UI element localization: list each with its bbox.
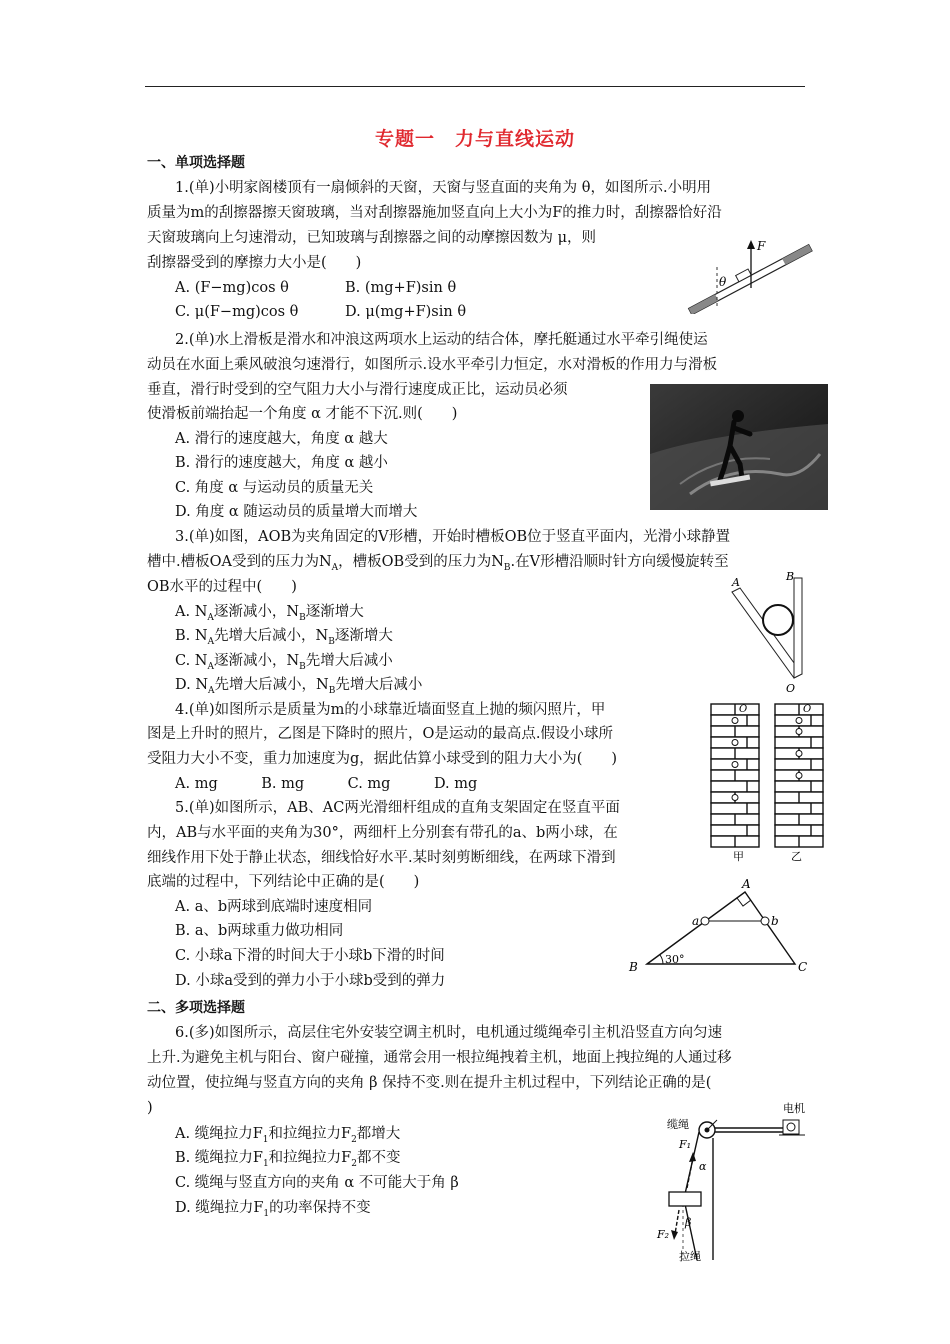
- q5-option-c: C. 小球a下滑的时间大于小球b下滑的时间: [175, 948, 445, 964]
- q5-fig-c-point: C: [798, 960, 808, 974]
- q2-waterski-photo: [650, 384, 828, 510]
- q4-fig-yi: 乙: [791, 850, 802, 863]
- q5-line3: 细线作用下处于静止状态，细线恰好水平.某时刻剪断细线，在两球下滑到: [147, 850, 616, 866]
- q3-option-b: B. $N_A$先增大后减小，$N_B$逐渐增大: [175, 628, 393, 647]
- q6-option-b: B. 缆绳拉力$F_1$和拉绳拉力$F_2$都不变: [175, 1150, 401, 1169]
- q3-fig-o: O: [786, 682, 796, 695]
- ball-mark: [796, 729, 802, 735]
- q2-line1: 2.(单)水上滑板是滑水和冲浪这两项水上运动的结合体，摩托艇通过水平牵引绳使运: [175, 332, 708, 348]
- ball-mark: [732, 795, 738, 801]
- q6-fig-beta: β: [685, 1216, 692, 1229]
- q4-line2: 图是上升时的照片，乙图是下降时的照片，O是运动的最高点.假设小球所: [147, 726, 613, 742]
- q6-fig-f2: F₂: [657, 1228, 670, 1241]
- q6-fig-rope: 拉绳: [679, 1250, 701, 1263]
- q5-fig-ball-b: b: [771, 914, 779, 928]
- q1-fig-theta: θ: [719, 275, 727, 289]
- q2-line2: 动员在水面上乘风破浪匀速滑行，如图所示.设水平牵引力恒定，水对滑板的作用力与滑板: [147, 357, 718, 373]
- q3-fig-a: A: [732, 576, 740, 589]
- q4-wall-figure: [707, 700, 831, 866]
- q6-line1: 6.(多)如图所示，高层住宅外安装空调主机时，电机通过缆绳牵引主机沿竖直方向匀速: [175, 1025, 723, 1041]
- q1-option-d: D. μ(mg+F)sin θ: [345, 304, 467, 320]
- q6-option-c: C. 缆绳与竖直方向的夹角 α 不可能大于角 β: [175, 1175, 459, 1191]
- q3-option-c: C. $N_A$逐渐减小，$N_B$先增大后减小: [175, 653, 393, 672]
- q6-fig-motor: 电机: [783, 1102, 805, 1115]
- header-rule: [145, 86, 805, 87]
- q1-option-b: B. (mg+F)sin θ: [345, 280, 457, 296]
- section-multi-choice: 二、多项选择题: [147, 1000, 245, 1016]
- q2-option-c: C. 角度 α 与运动员的质量无关: [175, 480, 374, 496]
- q3-option-a: A. $N_A$逐渐减小，$N_B$逐渐增大: [175, 604, 364, 623]
- q2-option-b: B. 滑行的速度越大，角度 α 越小: [175, 455, 388, 471]
- q1-line2: 质量为m的刮擦器擦天窗玻璃，当对刮擦器施加竖直向上大小为F的推力时，刮擦器恰好沿: [147, 205, 722, 221]
- q2-option-a: A. 滑行的速度越大，角度 α 越大: [175, 431, 388, 447]
- q3-line2: 槽中.槽板OA受到的压力为$N_A$，槽板OB受到的压力为$N_B$.在V形槽沿顺时针方向缓慢旋转至: [147, 554, 729, 573]
- q5-line1: 5.(单)如图所示，AB、AC两光滑细杆组成的直角支架固定在竖直平面: [175, 800, 620, 816]
- q6-line3: 动位置，使拉绳与竖直方向的夹角 β 保持不变.则在提升主机过程中，下列结论正确的是(: [147, 1075, 712, 1091]
- q5-triangle-figure: [625, 876, 815, 976]
- q5-fig-angle: 30°: [665, 953, 685, 966]
- q3-v-groove-figure: [720, 570, 810, 696]
- q3-line3: OB水平的过程中( ): [147, 579, 297, 595]
- q5-line4: 底端的过程中，下列结论中正确的是( ): [147, 874, 420, 890]
- q1-window-figure: [685, 236, 815, 314]
- q6-fig-alpha: α: [699, 1160, 707, 1173]
- q4-line3: 受阻力大小不变，重力加速度为g，据此估算小球受到的阻力大小为( ): [147, 751, 618, 767]
- q1-line4: 刮擦器受到的摩擦力大小是( ): [147, 255, 362, 271]
- q2-line4: 使滑板前端抬起一个角度 α 才能不下沉.则( ): [147, 406, 458, 422]
- q6-line4: ): [147, 1100, 153, 1116]
- q5-option-d: D. 小球a受到的弹力小于小球b受到的弹力: [175, 973, 446, 989]
- q5-option-a: A. a、b两球到底端时速度相同: [175, 899, 373, 915]
- q6-crane-figure: [655, 1098, 820, 1264]
- q5-fig-ball-a: a: [692, 914, 700, 928]
- q5-option-b: B. a、b两球重力做功相同: [175, 923, 344, 939]
- ball-mark: [796, 773, 802, 779]
- q6-option-d: D. 缆绳拉力$F_1$的功率保持不变: [175, 1200, 371, 1219]
- q3-fig-b: B: [786, 570, 795, 583]
- q6-fig-cable: 缆绳: [667, 1118, 689, 1131]
- q3-line1: 3.(单)如图，AOB为夹角固定的V形槽，开始时槽板OB位于竖直平面内，光滑小球静置: [175, 529, 731, 545]
- q5-fig-b-point: B: [629, 960, 638, 974]
- ball-mark: [796, 751, 802, 757]
- wall-top-label: O: [803, 704, 812, 715]
- q1-line1: 1.(单)小明家阁楼顶有一扇倾斜的天窗，天窗与竖直面的夹角为 θ，如图所示.小明用: [175, 180, 712, 196]
- q6-line2: 上升.为避免主机与阳台、窗户碰撞，通常会用一根拉绳拽着主机，地面上拽拉绳的人通过移: [147, 1050, 732, 1066]
- q6-option-a: A. 缆绳拉力$F_1$和拉绳拉力$F_2$都增大: [175, 1126, 401, 1145]
- q1-option-c: C. μ(F−mg)cos θ: [175, 304, 299, 320]
- q4-line1: 4.(单)如图所示是质量为m的小球靠近墙面竖直上抛的频闪照片，甲: [175, 702, 606, 718]
- q4-fig-jia: 甲: [733, 850, 744, 863]
- ball-mark: [796, 718, 802, 724]
- q5-line2: 内，AB与水平面的夹角为30°，两细杆上分别套有带孔的a、b两小球，在: [147, 825, 618, 841]
- ball-mark: [732, 762, 738, 768]
- section-single-choice: 一、单项选择题: [147, 155, 245, 171]
- ball-mark: [732, 718, 738, 724]
- q6-fig-f1: F₁: [679, 1138, 692, 1151]
- page-title: 专题一 力与直线运动: [374, 128, 575, 150]
- q1-fig-f: F: [757, 239, 766, 253]
- q2-line3: 垂直，滑行时受到的空气阻力大小与滑行速度成正比，运动员必须: [147, 382, 568, 398]
- q5-fig-a-point: A: [742, 877, 751, 891]
- q1-line3: 天窗玻璃向上匀速滑动，已知玻璃与刮擦器之间的动摩擦因数为 μ，则: [147, 230, 597, 246]
- ball-mark: [732, 740, 738, 746]
- wall-top-label: O: [739, 704, 748, 715]
- q2-option-d: D. 角度 α 随运动员的质量增大而增大: [175, 504, 418, 520]
- q1-option-a: A. (F−mg)cos θ: [175, 280, 289, 296]
- q4-options: A. mg B. mg C. mg D. mg: [175, 776, 478, 792]
- q3-option-d: D. $N_A$先增大后减小，$N_B$先增大后减小: [175, 677, 423, 696]
